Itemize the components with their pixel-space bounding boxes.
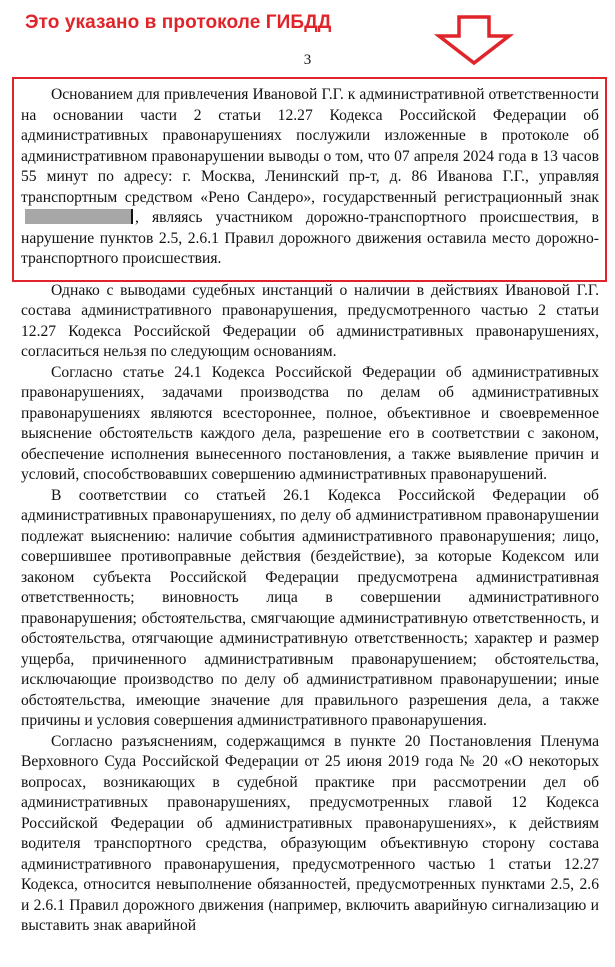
paragraph: В соответствии со статьей 26.1 Кодекса Российской Федерации об административных правонарушениях, по делу об административном правонарушении подлежат выяснению: наличие события административного правонарушения; лицо, совершившее противоправные действия (бездействие), за которые Кодексом или законом субъекта Российской Федерации предусмотрена административная ответственность; виновность лица в совершении административного правонарушения; обстоятельства, смягчающие административную ответственность, и обстоятельства, отягчающие административную ответственность; характер и размер ущерба, причиненного административным правонарушением; обстоятельства, исключающие производство по делу об административном правонарушении; иные обстоятельства, имеющие значение для правильного разрешения дела, а также причины и условия совершения административного правонарушения. xyxy=(21,486,599,729)
paragraph: Согласно статье 24.1 Кодекса Российской Федерации об административных правонарушениях, задачами производства по делам об административных правонарушениях являются всестороннее, полное, объективное и своевременное выяснение обстоятельств каждого дела, разрешение его в соответствии с законом, обеспечение исполнения вынесенного постановления, а также выявление причин и условий, способствовавших совершению административных правонарушений. xyxy=(21,363,599,483)
paragraph: Однако с выводами судебных инстанций о наличии в действиях Ивановой Г.Г. состава административного правонарушения, предусмотренного частью 2 статьи 12.27 Кодекса Российской Федерации об административных правонарушениях, согласиться нельзя по следующим основаниям. xyxy=(21,281,599,360)
page-number: 3 xyxy=(303,52,312,68)
highlighted-text-after: , являясь участником дорожно-транспортного происшествия, в нарушение пунктов 2.5, 2.6.1 Правил дорожного движения оставила место дорожно-транспортного происшествия. xyxy=(21,209,599,267)
paragraph: Согласно разъяснениям, содержащимся в пункте 20 Постановления Пленума Верховного Суда Российской Федерации от 25 июня 2019 года № 20 «О некоторых вопросах, возникающих в судебной практике при рассмотрении дел об административных правонарушениях, предусмотренных главой 12 Кодекса Российской Федерации об административных правонарушениях», к действиям водителя транспортного средства, образующим объективную сторону состава административного правонарушения, предусмотренного частью 1 статьи 12.27 Кодекса, относится невыполнение обязанностей, предусмотренных пунктами 2.5, 2.6 и 2.6.1 Правил дорожного движения (например, включить аварийную сигнализацию и выставить знак аварийной xyxy=(21,732,599,934)
redacted-plate-number xyxy=(25,209,133,224)
annotation-title: Это указано в протоколе ГИБДД xyxy=(25,12,332,33)
highlighted-text-before: Основанием для привлечения Ивановой Г.Г. к административной ответственности на основании части 2 статьи 12.27 Кодекса Российской Федерации об административных правонарушениях послужили изложенные в протоколе об административном правонарушении выводы о том, что 07 апреля 2024 года в 13 часов 55 минут по адресу: г. Москва, Ленинский пр-т, д. 86 Иванова Г.Г., управляя транспортным средством «Рено Сандеро», государственный регистрационный знак xyxy=(21,86,599,206)
document-body xyxy=(21,85,599,937)
highlighted-paragraph xyxy=(21,85,599,270)
